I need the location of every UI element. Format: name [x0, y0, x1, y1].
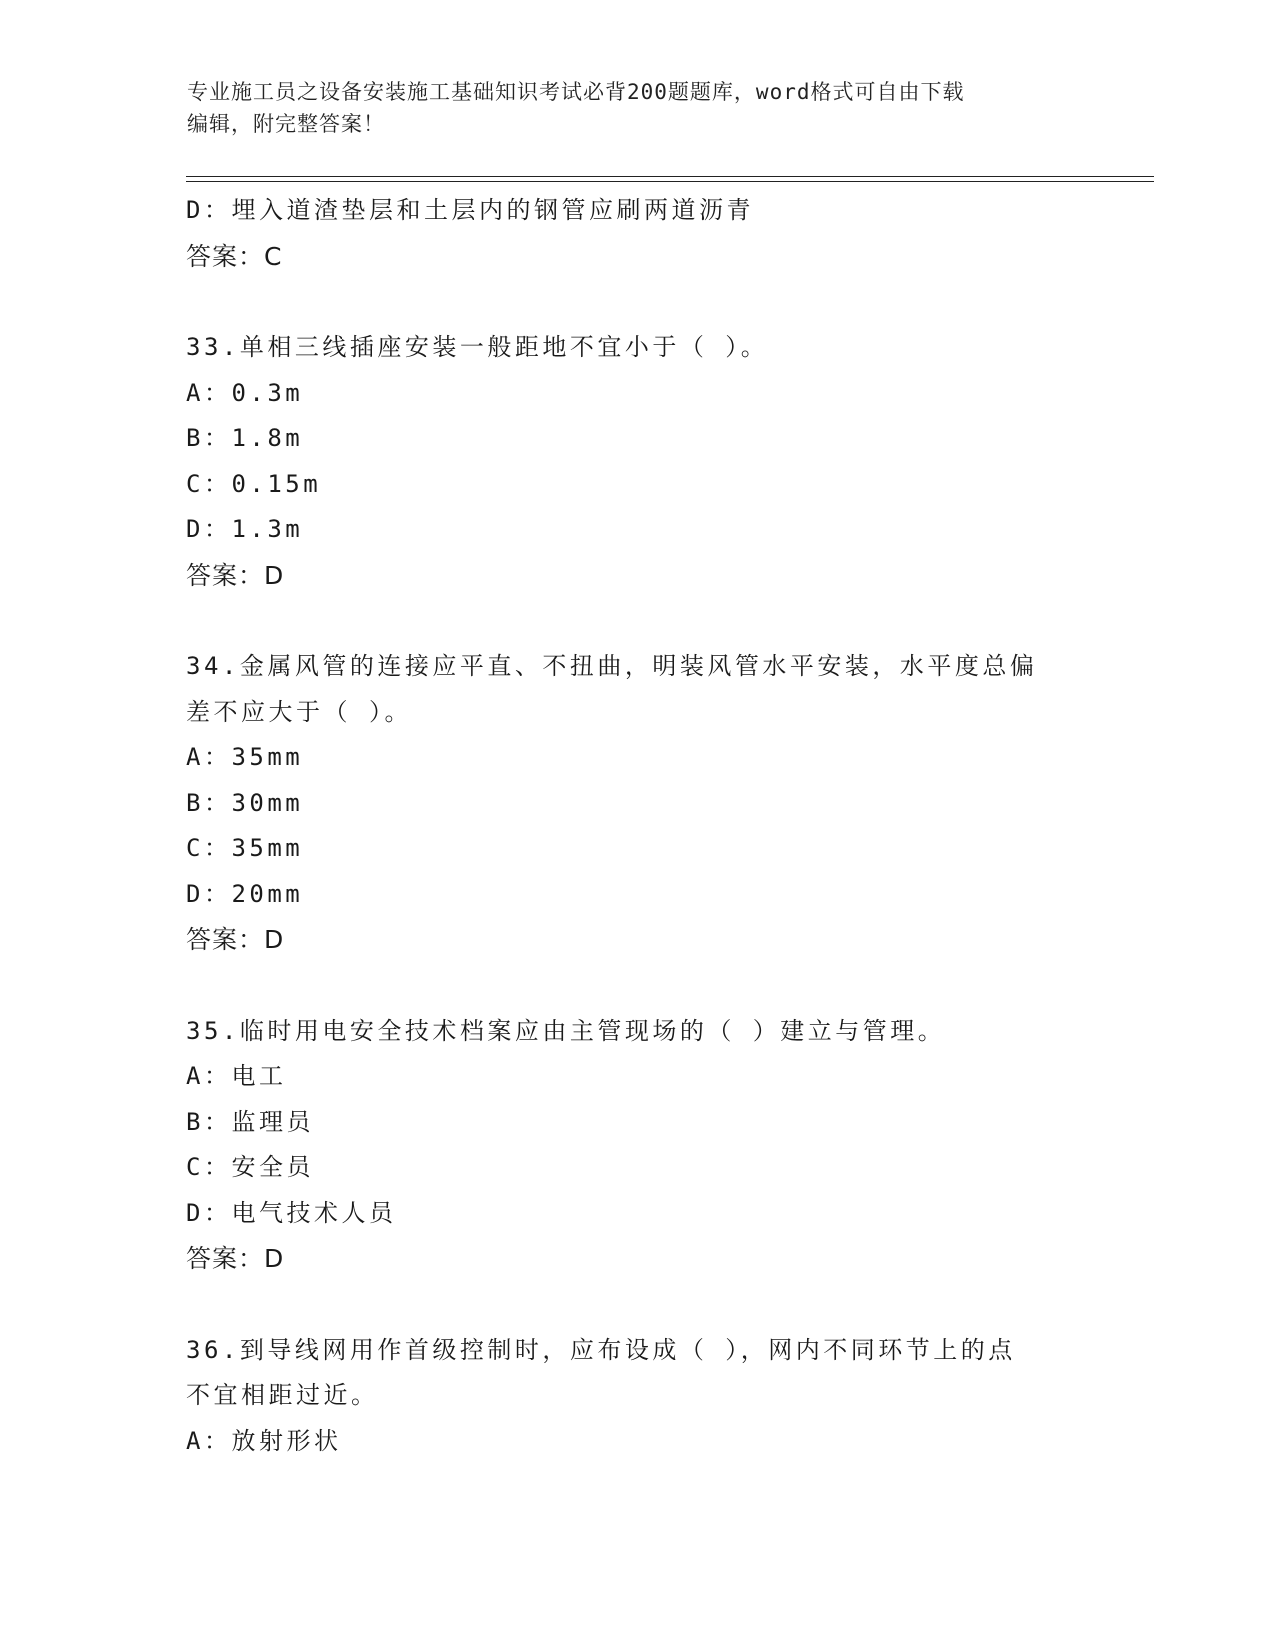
spacer [186, 963, 1086, 1009]
option-d: D：电气技术人员 [186, 1198, 397, 1227]
option-c: C：0.15m [186, 469, 322, 498]
header-title-line-1: 专业施工员之设备安装施工基础知识考试必背200题题库，word格式可自由下载 [187, 80, 965, 104]
answer-label: 答案：C [186, 241, 283, 271]
question-stem: 34.金属风管的连接应平直、不扭曲，明装风管水平安装，水平度总偏 [186, 652, 1038, 680]
document-header [187, 76, 1087, 140]
option-d: D：1.3m [186, 515, 304, 543]
question-stem: 36.到导线网用作首级控制时，应布设成（ ），网内不同环节上的点 [186, 1335, 1016, 1364]
header-divider-bottom [186, 181, 1154, 182]
question-33 [186, 325, 1086, 598]
spacer [186, 598, 1086, 644]
question-35 [186, 1009, 1086, 1282]
question-34 [186, 644, 1086, 963]
option-a: A：电工 [186, 1062, 287, 1090]
question-stem-continued: 不宜相距过近。 [186, 1381, 379, 1409]
option-c: C：35mm [186, 834, 304, 862]
option-d: D：埋入道渣垫层和土层内的钢管应刷两道沥青 [186, 196, 754, 224]
question-content [186, 188, 1086, 1464]
option-b: B：监理员 [186, 1107, 314, 1136]
question-36 [186, 1328, 1086, 1465]
option-a: A：0.3m [186, 378, 304, 407]
option-a: A：放射形状 [186, 1426, 342, 1455]
header-title-line-2: 编辑，附完整答案！ [187, 112, 385, 136]
answer-label: 答案：D [186, 560, 285, 590]
option-c: C：安全员 [186, 1153, 314, 1181]
spacer [186, 279, 1086, 325]
answer-label: 答案：D [186, 925, 285, 954]
question-stem: 35.临时用电安全技术档案应由主管现场的（ ）建立与管理。 [186, 1016, 946, 1045]
header-divider-top [186, 176, 1154, 177]
option-d: D：20mm [186, 879, 304, 908]
question-stem-continued: 差不应大于（ ）。 [186, 697, 412, 726]
option-b: B：30mm [186, 788, 304, 817]
question-stem: 33.单相三线插座安装一般距地不宜小于（ ）。 [186, 333, 769, 361]
answer-label: 答案：D [186, 1244, 285, 1273]
option-a: A：35mm [186, 743, 304, 771]
spacer [186, 1282, 1086, 1328]
option-b: B：1.8m [186, 424, 304, 452]
